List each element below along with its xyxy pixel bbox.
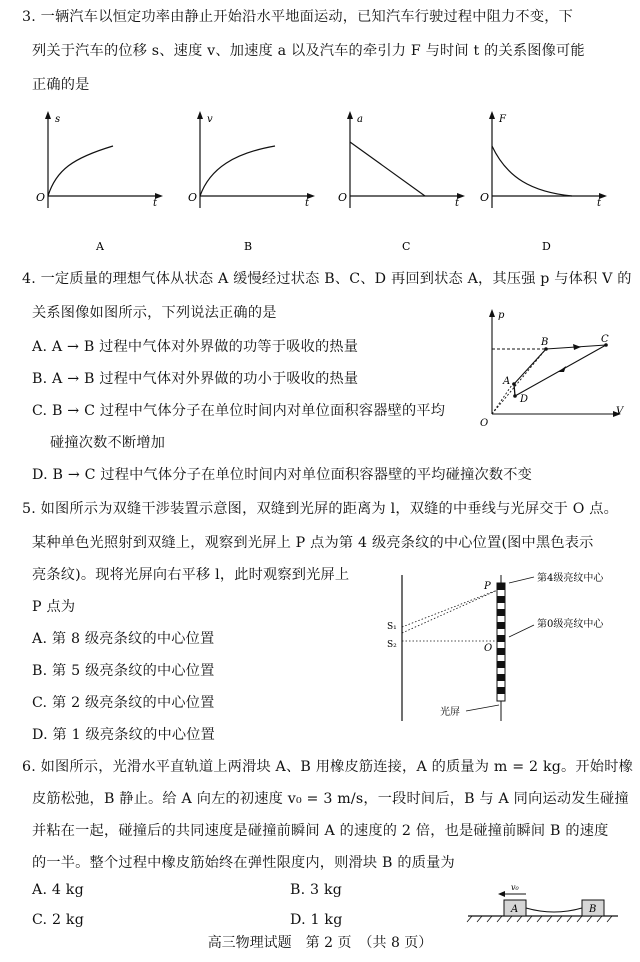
graph-c-label: C [402, 240, 411, 253]
q3-graph-c [330, 108, 470, 258]
q5-option-b: B. 第 5 级亮条纹的中心位置 [32, 663, 215, 679]
q6-option-d: D. 1 kg [290, 912, 343, 928]
label-zero-order: 第0级亮纹中心 [537, 619, 604, 630]
graph-d-label: D [542, 240, 551, 253]
graph-d-ylabel: F [499, 114, 506, 125]
q4-line2: 关系图像如图所示，下列说法正确的是 [32, 305, 277, 321]
pv-point-b: B [541, 337, 549, 348]
q4-pv-diagram [478, 304, 628, 430]
pv-point-c: C [601, 334, 609, 345]
q4-option-d: D. B → C 过程中气体分子在单位时间内对单位面积容器壁的平均碰撞次数不变 [32, 467, 533, 483]
q3-graph-d [472, 108, 617, 258]
graph-a-origin: O [36, 191, 46, 204]
pv-point-a: A [503, 376, 511, 387]
q5-line1: 5. 如图所示为双缝干涉装置示意图，双缝到光屏的距离为 l，双缝的中垂线与光屏交于 O 点。 [22, 501, 619, 517]
graph-c-ylabel: a [357, 114, 363, 125]
pv-origin: O [480, 418, 489, 429]
q3-graph-a [28, 108, 168, 258]
graph-a-label: A [96, 240, 104, 253]
graph-d-origin: O [480, 191, 490, 204]
graph-b-label: B [244, 240, 253, 253]
slit-point-o: O [484, 643, 493, 654]
pv-ylabel: p [498, 310, 505, 321]
q5-line2: 某种单色光照射到双缝上，观察到光屏上 P 点为第 4 级亮条纹的中心位置(图中黑色表示 [32, 535, 594, 551]
graph-b-origin: O [188, 191, 198, 204]
q4-option-c2: 碰撞次数不断增加 [50, 435, 166, 451]
graph-c-origin: O [338, 191, 348, 204]
q6-option-a: A. 4 kg [32, 882, 84, 898]
q6-line2: 皮筋松弛，B 静止。给 A 向左的初速度 v₀ = 3 m/s，一段时间后，B 与 A 同向运动发生碰撞 [32, 791, 629, 807]
q5-line3: 亮条纹)。现将光屏向右平移 l，此时观察到光屏上 [32, 567, 350, 583]
slit-point-p: P [484, 581, 491, 592]
q6-line4: 的一半。整个过程中橡皮筋始终在弹性限度内，则滑块 B 的质量为 [32, 855, 455, 871]
q5-line4: P 点为 [32, 599, 76, 615]
graph-b-ylabel: v [207, 114, 213, 125]
block-a-label: A [511, 904, 519, 915]
q6-slider-diagram [464, 876, 624, 928]
q6-option-c: C. 2 kg [32, 912, 84, 928]
label-screen: 光屏 [440, 707, 460, 718]
graph-b-xlabel: t [305, 198, 310, 209]
pv-xlabel: V [616, 406, 624, 417]
graph-d-xlabel: t [597, 198, 602, 209]
q3-graph-b [180, 108, 320, 258]
q6-option-b: B. 3 kg [290, 882, 343, 898]
q4-option-b: B. A → B 过程中气体对外界做的功小于吸收的热量 [32, 371, 359, 387]
q4-option-a: A. A → B 过程中气体对外界做的功等于吸收的热量 [32, 339, 359, 355]
slit-s2: S₂ [387, 640, 397, 650]
q5-double-slit-diagram [384, 565, 630, 730]
label-fourth-order: 第4级亮纹中心 [537, 573, 604, 584]
q4-line1: 4. 一定质量的理想气体从状态 A 缓慢经过状态 B、C、D 再回到状态 A，其压强 p 与体积 V 的 [22, 271, 632, 287]
block-b-label: B [589, 904, 597, 915]
page-footer: 高三物理试题 第 2 页 （共 8 页） [207, 935, 433, 951]
q3-line2: 列关于汽车的位移 s、速度 v、加速度 a 以及汽车的牵引力 F 与时间 t 的关系图像可能 [32, 43, 585, 59]
q3-line1: 3. 一辆汽车以恒定功率由静止开始沿水平地面运动，已知汽车行驶过程中阻力不变，下 [22, 9, 573, 25]
q5-option-c: C. 第 2 级亮条纹的中心位置 [32, 695, 215, 711]
q6-line1: 6. 如图所示，光滑水平直轨道上两滑块 A、B 用橡皮筋连接，A 的质量为 m = 2 kg。开始时橡 [22, 759, 633, 775]
q5-option-d: D. 第 1 级亮条纹的中心位置 [32, 727, 216, 743]
fringe-screen [497, 583, 505, 701]
q5-option-a: A. 第 8 级亮条纹的中心位置 [32, 631, 215, 647]
slit-s1: S₁ [387, 622, 397, 632]
q3-line3: 正确的是 [32, 77, 90, 93]
q6-line3: 并粘在一起，碰撞后的共同速度是碰撞前瞬间 A 的速度的 2 倍，也是碰撞前瞬间 B 的速度 [32, 823, 609, 839]
graph-a-ylabel: s [55, 114, 61, 125]
q4-option-c1: C. B → C 过程中气体分子在单位时间内对单位面积容器壁的平均 [32, 403, 446, 419]
graph-a-xlabel: t [153, 198, 158, 209]
pv-point-d: D [520, 394, 529, 405]
graph-c-xlabel: t [455, 198, 460, 209]
v0-label: v₀ [511, 883, 519, 892]
